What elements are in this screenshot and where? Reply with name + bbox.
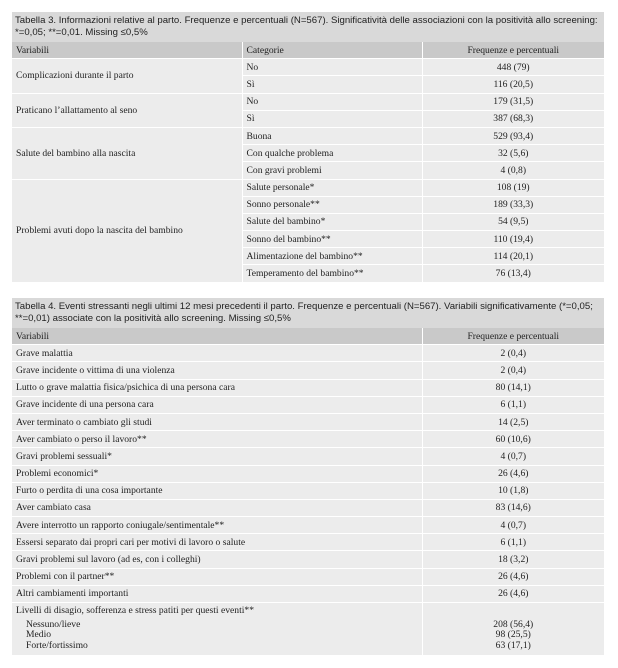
table-row bbox=[12, 585, 604, 602]
category-cell: No bbox=[242, 93, 422, 110]
table-3 bbox=[12, 12, 604, 283]
value-cell: 26 (4,6) bbox=[422, 568, 604, 585]
value-cell: 110 (19,4) bbox=[422, 231, 604, 248]
value-cell: 448 (79) bbox=[422, 59, 604, 76]
category-cell: No bbox=[242, 59, 422, 76]
table-row bbox=[12, 465, 604, 482]
table-row-distress-levels bbox=[12, 603, 604, 656]
value-cell: 179 (31,5) bbox=[422, 93, 604, 110]
row-group-label: Complicazioni durante il parto bbox=[12, 59, 242, 93]
variable-cell: Altri cambiamenti importanti bbox=[12, 585, 422, 602]
value-cell: 26 (4,6) bbox=[422, 465, 604, 482]
variable-cell: Furto o perdita di una cosa importante bbox=[12, 482, 422, 499]
variable-cell: Aver cambiato casa bbox=[12, 499, 422, 516]
table-row bbox=[12, 534, 604, 551]
value-cell: 529 (93,4) bbox=[422, 127, 604, 144]
table-3-grid bbox=[12, 42, 604, 283]
table-row bbox=[12, 413, 604, 430]
distress-values-cell bbox=[422, 603, 604, 656]
variable-cell: Grave malattia bbox=[12, 345, 422, 362]
category-cell: Temperamento del bambino** bbox=[242, 265, 422, 282]
value-cell: 116 (20,5) bbox=[422, 76, 604, 93]
category-cell: Con gravi problemi bbox=[242, 162, 422, 179]
variable-cell: Aver terminato o cambiato gli studi bbox=[12, 413, 422, 430]
column-header-variables: Variabili bbox=[12, 42, 242, 59]
value-cell: 6 (1,1) bbox=[422, 396, 604, 413]
variable-cell: Gravi problemi sul lavoro (ad es, con i colleghi) bbox=[12, 551, 422, 568]
variable-cell: Lutto o grave malattia fisica/psichica di una persona cara bbox=[12, 379, 422, 396]
table-row bbox=[12, 568, 604, 585]
table-row bbox=[12, 396, 604, 413]
table-row bbox=[12, 127, 604, 144]
category-cell: Salute del bambino* bbox=[242, 213, 422, 230]
value-cell: 108 (19) bbox=[422, 179, 604, 196]
value-cell: 2 (0,4) bbox=[422, 345, 604, 362]
table-4-header-row bbox=[12, 328, 604, 345]
column-header-frequencies: Frequenze e percentuali bbox=[422, 328, 604, 345]
value-cell: 76 (13,4) bbox=[422, 265, 604, 282]
table-row bbox=[12, 551, 604, 568]
table-row bbox=[12, 345, 604, 362]
value-cell: 54 (9,5) bbox=[422, 213, 604, 230]
value-cell: 4 (0,8) bbox=[422, 162, 604, 179]
value-cell: 60 (10,6) bbox=[422, 431, 604, 448]
variable-cell: Problemi con il partner** bbox=[12, 568, 422, 585]
variable-cell: Aver cambiato o perso il lavoro** bbox=[12, 431, 422, 448]
table-row bbox=[12, 179, 604, 196]
value-cell: 4 (0,7) bbox=[422, 448, 604, 465]
category-cell: Sì bbox=[242, 76, 422, 93]
value-cell: 18 (3,2) bbox=[422, 551, 604, 568]
row-group-label: Salute del bambino alla nascita bbox=[12, 127, 242, 179]
table-row bbox=[12, 482, 604, 499]
distress-level-label: Nessuno/lieve bbox=[26, 618, 81, 630]
category-cell: Sì bbox=[242, 110, 422, 127]
row-group-label: Praticano l’allattamento al seno bbox=[12, 93, 242, 127]
value-cell: 387 (68,3) bbox=[422, 110, 604, 127]
distress-level-value: 63 (17,1) bbox=[495, 639, 531, 651]
distress-level-label: Medio bbox=[26, 629, 52, 641]
distress-levels-cell bbox=[12, 603, 422, 656]
table-row bbox=[12, 93, 604, 110]
variable-cell: Problemi economici* bbox=[12, 465, 422, 482]
value-cell: 189 (33,3) bbox=[422, 196, 604, 213]
variable-cell: Grave incidente o vittima di una violenza bbox=[12, 362, 422, 379]
table-3-header-row bbox=[12, 42, 604, 59]
value-cell: 10 (1,8) bbox=[422, 482, 604, 499]
value-cell: 26 (4,6) bbox=[422, 585, 604, 602]
table-4-grid bbox=[12, 328, 604, 656]
category-cell: Buona bbox=[242, 127, 422, 144]
column-header-frequencies: Frequenze e percentuali bbox=[422, 42, 604, 59]
value-cell: 2 (0,4) bbox=[422, 362, 604, 379]
table-row bbox=[12, 362, 604, 379]
table-row bbox=[12, 431, 604, 448]
table-4-body bbox=[12, 345, 604, 656]
value-cell: 80 (14,1) bbox=[422, 379, 604, 396]
variable-cell: Avere interrotto un rapporto coniugale/sentimentale** bbox=[12, 517, 422, 534]
table-4-caption: Tabella 4. Eventi stressanti negli ultimi 12 mesi precedenti il parto. Frequenze e percentuali (N=567). Variabili significativamente (*=0,05; **=0,01) associate con la positività allo screening. Missing ≤0,5% bbox=[12, 298, 604, 328]
value-cell: 32 (5,6) bbox=[422, 145, 604, 162]
distress-levels-title: Livelli di disagio, sofferenza e stress patiti per questi eventi** bbox=[16, 605, 255, 616]
variable-cell: Gravi problemi sessuali* bbox=[12, 448, 422, 465]
distress-level-value: 98 (25,5) bbox=[495, 629, 531, 641]
variable-cell: Essersi separato dai propri cari per motivi di lavoro o salute bbox=[12, 534, 422, 551]
row-group-label: Problemi avuti dopo la nascita del bambino bbox=[12, 179, 242, 282]
value-cell: 6 (1,1) bbox=[422, 534, 604, 551]
value-cell: 114 (20,1) bbox=[422, 248, 604, 265]
table-3-caption: Tabella 3. Informazioni relative al parto. Frequenze e percentuali (N=567). Significatività delle associazioni con la positività allo screening: *=0,05; **=0,01. Missing ≤0,5% bbox=[12, 12, 604, 42]
category-cell: Salute personale* bbox=[242, 179, 422, 196]
category-cell: Sonno del bambino** bbox=[242, 231, 422, 248]
column-header-variables: Variabili bbox=[12, 328, 422, 345]
value-cell: 4 (0,7) bbox=[422, 517, 604, 534]
table-row bbox=[12, 379, 604, 396]
distress-level-value: 208 (56,4) bbox=[493, 618, 534, 630]
table-row bbox=[12, 59, 604, 76]
value-cell: 83 (14,6) bbox=[422, 499, 604, 516]
variable-cell: Grave incidente di una persona cara bbox=[12, 396, 422, 413]
table-row bbox=[12, 499, 604, 516]
distress-level-label: Forte/fortissimo bbox=[26, 639, 88, 651]
value-cell: 14 (2,5) bbox=[422, 413, 604, 430]
category-cell: Con qualche problema bbox=[242, 145, 422, 162]
table-row bbox=[12, 448, 604, 465]
table-row bbox=[12, 517, 604, 534]
category-cell: Alimentazione del bambino** bbox=[242, 248, 422, 265]
column-header-categories: Categorie bbox=[242, 42, 422, 59]
category-cell: Sonno personale** bbox=[242, 196, 422, 213]
table-4 bbox=[12, 298, 604, 656]
spacer bbox=[427, 606, 601, 617]
distress-levels-list bbox=[16, 620, 418, 652]
